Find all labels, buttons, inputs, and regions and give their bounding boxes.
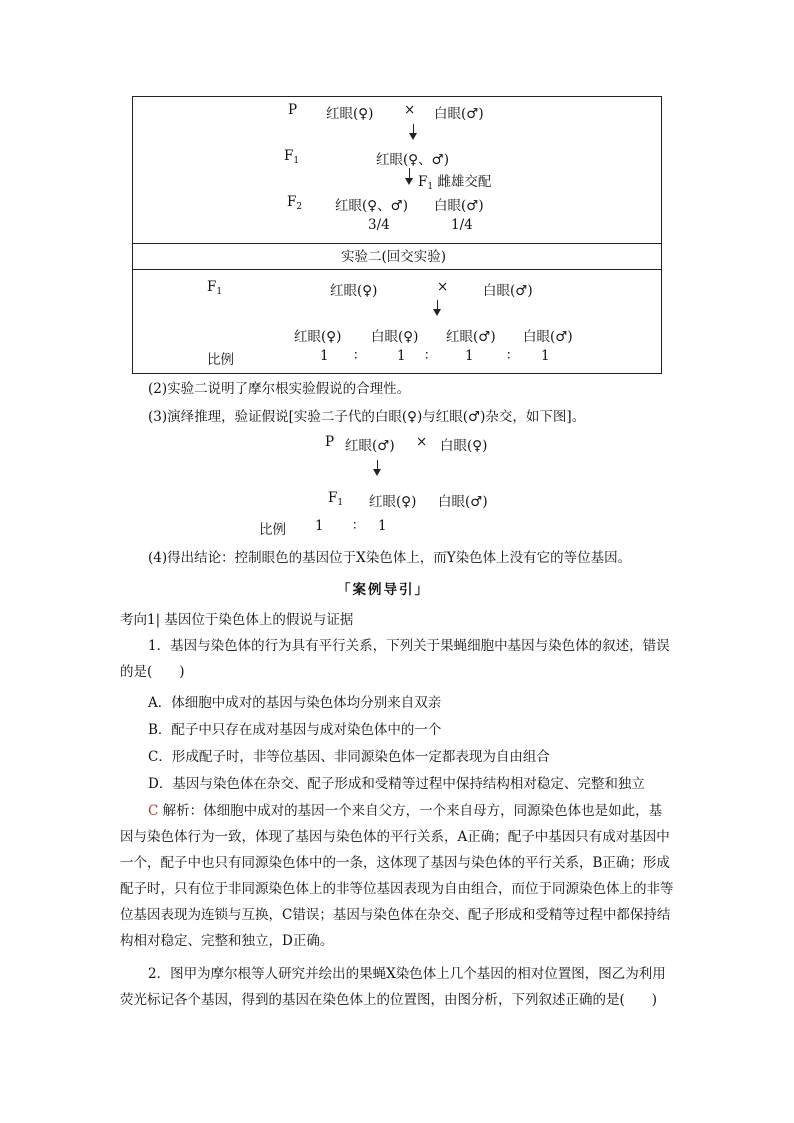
exp1-f2-white: 白眼(♂) — [434, 198, 484, 214]
exp2-cross-symbol: × — [437, 279, 449, 295]
exp1-p-label: P — [288, 102, 298, 118]
q1-explanation: 解析：体细胞中成对的基因一个来自父方，一个来自母方，同源染色体也是如此，基因与染色体行为一致，体现了基因与染色体的平行关系，A正确；配子中基因只有成对基因中一个，配子中也只有同源染色体中的一条，这体现了基因与染色体的平行关系，B正确；形成配子时，只有位于非同源染色体上的非等位基因表现为自由组合，而位于同源染色体上的非等位基因表现为连锁与互换，C错误；基因与染色体在杂交、配子形成和受精等过程中都保持结构相对稳定、完整和独立，D正确。 — [120, 803, 674, 949]
exp3-cross-symbol: × — [416, 434, 428, 450]
q1-explanation-block — [120, 798, 675, 954]
exp3-f1-male: 白眼(♂) — [438, 494, 488, 510]
exp1-p-male: 白眼(♂) — [434, 106, 484, 122]
q1-option-d: D．基因与染色体在杂交、配子形成和受精等过程中保持结构相对稳定、完整和独立 — [148, 776, 645, 792]
exp3-f1-female: 红眼(♀) — [369, 494, 417, 510]
exp3-ratio-sep: ∶ — [353, 518, 357, 534]
item-4: (4)得出结论：控制眼色的基因位于X染色体上，而Y染色体上没有它的等位基因。 — [148, 550, 632, 566]
exp2-ratio-value-3: 1 — [465, 348, 474, 364]
exp2-ratio-value-2: 1 — [397, 348, 406, 364]
exp2-parent-female: 红眼(♀) — [330, 283, 378, 299]
q1-option-c: C．形成配子时，非等位基因、非同源染色体一定都表现为自由组合 — [148, 749, 550, 765]
table-divider-bottom — [133, 269, 661, 270]
exp2-arrow — [433, 300, 443, 316]
exp1-f1-offspring: 红眼(♀、♂) — [376, 152, 450, 168]
exp3-ratio-value-2: 1 — [378, 518, 387, 534]
exp1-f2-red-ratio: 3/4 — [368, 217, 390, 233]
exp2-offspring-2: 白眼(♀) — [371, 329, 419, 345]
q1-answer: C — [148, 803, 159, 819]
table-divider-top — [133, 243, 661, 244]
q1-option-b: B．配子中只存在成对基因与成对染色体中的一个 — [148, 722, 442, 738]
exp3-p-male: 红眼(♂) — [345, 438, 395, 454]
exp1-f2-label: $F_2$ — [287, 194, 303, 212]
exp2-f1-label: $F_1$ — [207, 279, 223, 297]
exp2-ratio-sep-1: ∶ — [354, 348, 358, 364]
exp1-f2-white-ratio: 1/4 — [451, 217, 473, 233]
exp1-f1-intercross: $F_1$ 雌雄交配 — [418, 174, 492, 192]
q1-option-a: A．体细胞中成对的基因与染色体均分别来自双亲 — [148, 695, 442, 711]
item-2: (2)实验二说明了摩尔根实验假说的合理性。 — [148, 381, 411, 397]
exp3-p-female: 白眼(♀) — [440, 438, 488, 454]
exp2-ratio-value-4: 1 — [541, 348, 550, 364]
q1-stem: 1．基因与染色体的行为具有平行关系，下列关于果蝇细胞中基因与染色体的叙述，错误的是( ) — [120, 638, 670, 680]
exp3-f1-label: $F_1$ — [328, 490, 344, 508]
exp2-offspring-1: 红眼(♀) — [294, 329, 342, 345]
exp2-ratio-value-1: 1 — [320, 348, 329, 364]
exp3-p-label: P — [325, 434, 335, 450]
exp1-cross-symbol: × — [404, 102, 416, 118]
exp2-ratio-sep-2: ∶ — [425, 348, 429, 364]
exp1-p-female: 红眼(♀) — [326, 106, 374, 122]
exp2-title: 实验二(回交实验) — [341, 249, 447, 265]
exp2-offspring-3: 红眼(♂) — [446, 329, 496, 345]
exp3-ratio-value-1: 1 — [315, 518, 324, 534]
exp2-offspring-4: 白眼(♂) — [523, 329, 573, 345]
section-title: 「案例导引」 — [337, 582, 430, 598]
topic-heading: 考向1| 基因位于染色体上的假说与证据 — [120, 612, 354, 628]
exp2-ratio-label: 比例 — [207, 352, 234, 368]
item-3: (3)演绎推理，验证假说[实验二子代的白眼(♀)与红眼(♂)杂交，如下图]。 — [148, 409, 586, 425]
q2-stem: 2．图甲为摩尔根等人研究并绘出的果蝇X染色体上几个基因的相对位置图，图乙为利用荧光标记各个基因，得到的基因在染色体上的位置图，由图分析，下列叙述正确的是( ) — [120, 966, 666, 1008]
exp1-arrow-2 — [405, 168, 415, 185]
exp2-parent-male: 白眼(♂) — [483, 283, 533, 299]
exp1-f2-red: 红眼(♀、♂) — [335, 198, 409, 214]
exp2-ratio-sep-3: ∶ — [507, 348, 511, 364]
exp1-arrow-1 — [409, 124, 419, 140]
exp3-ratio-label: 比例 — [259, 522, 286, 538]
exp1-f1-label: $F_1$ — [284, 148, 300, 166]
exp3-arrow — [373, 460, 383, 476]
